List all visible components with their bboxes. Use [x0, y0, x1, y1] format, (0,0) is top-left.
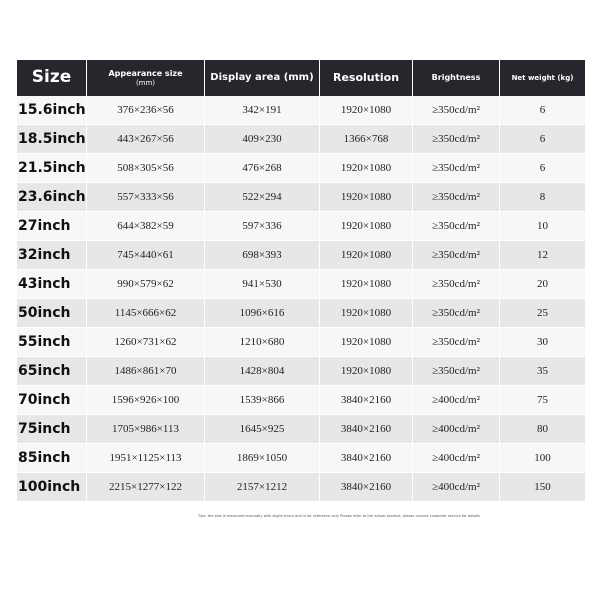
header-net-weight: Net weight (kg)	[500, 60, 585, 96]
cell-net-weight: 10	[500, 212, 585, 241]
cell-brightness: ≥350cd/m²	[413, 154, 500, 183]
cell-appearance-size: 990×579×62	[87, 270, 205, 299]
cell-appearance-size: 557×333×56	[87, 183, 205, 212]
table-row	[17, 473, 585, 502]
cell-appearance-size: 644×382×59	[87, 212, 205, 241]
table-row	[17, 212, 585, 241]
cell-resolution: 1920×1080	[320, 241, 413, 270]
cell-size: 18.5inch	[17, 125, 87, 154]
cell-display-area: 409×230	[205, 125, 320, 154]
cell-resolution: 3840×2160	[320, 444, 413, 473]
cell-display-area: 597×336	[205, 212, 320, 241]
cell-size: 75inch	[17, 415, 87, 444]
table-row	[17, 125, 585, 154]
cell-net-weight: 35	[500, 357, 585, 386]
cell-appearance-size: 443×267×56	[87, 125, 205, 154]
table-row	[17, 328, 585, 357]
cell-brightness: ≥350cd/m²	[413, 125, 500, 154]
cell-appearance-size: 2215×1277×122	[87, 473, 205, 502]
table-row	[17, 357, 585, 386]
table-body	[17, 96, 585, 502]
footer-tip: Tips: the size is measured manually with slight errors and is for reference only Please refer to the actual product, please consult customer service for details	[198, 514, 480, 518]
cell-display-area: 476×268	[205, 154, 320, 183]
header-appearance-size	[87, 60, 205, 96]
cell-brightness: ≥350cd/m²	[413, 328, 500, 357]
cell-resolution: 1920×1080	[320, 183, 413, 212]
cell-net-weight: 20	[500, 270, 585, 299]
cell-brightness: ≥400cd/m²	[413, 415, 500, 444]
table-header-row	[17, 60, 585, 96]
table-row	[17, 96, 585, 125]
header-size: Size	[17, 60, 87, 96]
cell-brightness: ≥350cd/m²	[413, 183, 500, 212]
cell-resolution: 1920×1080	[320, 328, 413, 357]
cell-size: 65inch	[17, 357, 87, 386]
cell-appearance-size: 1596×926×100	[87, 386, 205, 415]
cell-size: 100inch	[17, 473, 87, 502]
table-row	[17, 183, 585, 212]
cell-appearance-size: 1260×731×62	[87, 328, 205, 357]
cell-brightness: ≥350cd/m²	[413, 270, 500, 299]
table-row	[17, 299, 585, 328]
header-resolution: Resolution	[320, 60, 413, 96]
header-appearance-unit: (mm)	[135, 78, 156, 87]
cell-net-weight: 100	[500, 444, 585, 473]
header-display-area: Display area (mm)	[205, 60, 320, 96]
cell-brightness: ≥350cd/m²	[413, 299, 500, 328]
cell-display-area: 342×191	[205, 96, 320, 125]
cell-display-area: 941×530	[205, 270, 320, 299]
cell-resolution: 1920×1080	[320, 357, 413, 386]
cell-size: 43inch	[17, 270, 87, 299]
cell-size: 27inch	[17, 212, 87, 241]
cell-net-weight: 8	[500, 183, 585, 212]
cell-size: 50inch	[17, 299, 87, 328]
cell-net-weight: 80	[500, 415, 585, 444]
cell-size: 55inch	[17, 328, 87, 357]
table-row	[17, 415, 585, 444]
table-row	[17, 270, 585, 299]
table-row	[17, 386, 585, 415]
cell-net-weight: 30	[500, 328, 585, 357]
cell-resolution: 1920×1080	[320, 299, 413, 328]
cell-appearance-size: 508×305×56	[87, 154, 205, 183]
cell-brightness: ≥350cd/m²	[413, 241, 500, 270]
header-appearance-label: Appearance size	[108, 69, 183, 79]
header-brightness: Brightness	[413, 60, 500, 96]
cell-resolution: 3840×2160	[320, 415, 413, 444]
cell-resolution: 1366×768	[320, 125, 413, 154]
cell-resolution: 1920×1080	[320, 154, 413, 183]
cell-display-area: 2157×1212	[205, 473, 320, 502]
cell-brightness: ≥350cd/m²	[413, 357, 500, 386]
cell-display-area: 1645×925	[205, 415, 320, 444]
cell-size: 70inch	[17, 386, 87, 415]
cell-resolution: 1920×1080	[320, 96, 413, 125]
cell-display-area: 1869×1050	[205, 444, 320, 473]
cell-brightness: ≥350cd/m²	[413, 96, 500, 125]
cell-brightness: ≥400cd/m²	[413, 444, 500, 473]
cell-display-area: 1539×866	[205, 386, 320, 415]
cell-appearance-size: 1486×861×70	[87, 357, 205, 386]
cell-net-weight: 75	[500, 386, 585, 415]
cell-display-area: 698×393	[205, 241, 320, 270]
cell-size: 32inch	[17, 241, 87, 270]
cell-net-weight: 6	[500, 154, 585, 183]
cell-net-weight: 25	[500, 299, 585, 328]
cell-resolution: 1920×1080	[320, 212, 413, 241]
cell-resolution: 3840×2160	[320, 386, 413, 415]
cell-net-weight: 6	[500, 125, 585, 154]
table-row	[17, 154, 585, 183]
cell-net-weight: 12	[500, 241, 585, 270]
cell-size: 15.6inch	[17, 96, 87, 125]
cell-display-area: 1096×616	[205, 299, 320, 328]
cell-appearance-size: 376×236×56	[87, 96, 205, 125]
cell-display-area: 1428×804	[205, 357, 320, 386]
cell-appearance-size: 745×440×61	[87, 241, 205, 270]
table-row	[17, 444, 585, 473]
cell-net-weight: 6	[500, 96, 585, 125]
cell-resolution: 1920×1080	[320, 270, 413, 299]
cell-size: 23.6inch	[17, 183, 87, 212]
cell-size: 85inch	[17, 444, 87, 473]
cell-appearance-size: 1145×666×62	[87, 299, 205, 328]
table-row	[17, 241, 585, 270]
spec-table	[17, 60, 585, 502]
cell-appearance-size: 1705×986×113	[87, 415, 205, 444]
cell-size: 21.5inch	[17, 154, 87, 183]
cell-display-area: 522×294	[205, 183, 320, 212]
cell-brightness: ≥400cd/m²	[413, 386, 500, 415]
cell-appearance-size: 1951×1125×113	[87, 444, 205, 473]
cell-resolution: 3840×2160	[320, 473, 413, 502]
cell-display-area: 1210×680	[205, 328, 320, 357]
cell-brightness: ≥350cd/m²	[413, 212, 500, 241]
cell-net-weight: 150	[500, 473, 585, 502]
cell-brightness: ≥400cd/m²	[413, 473, 500, 502]
